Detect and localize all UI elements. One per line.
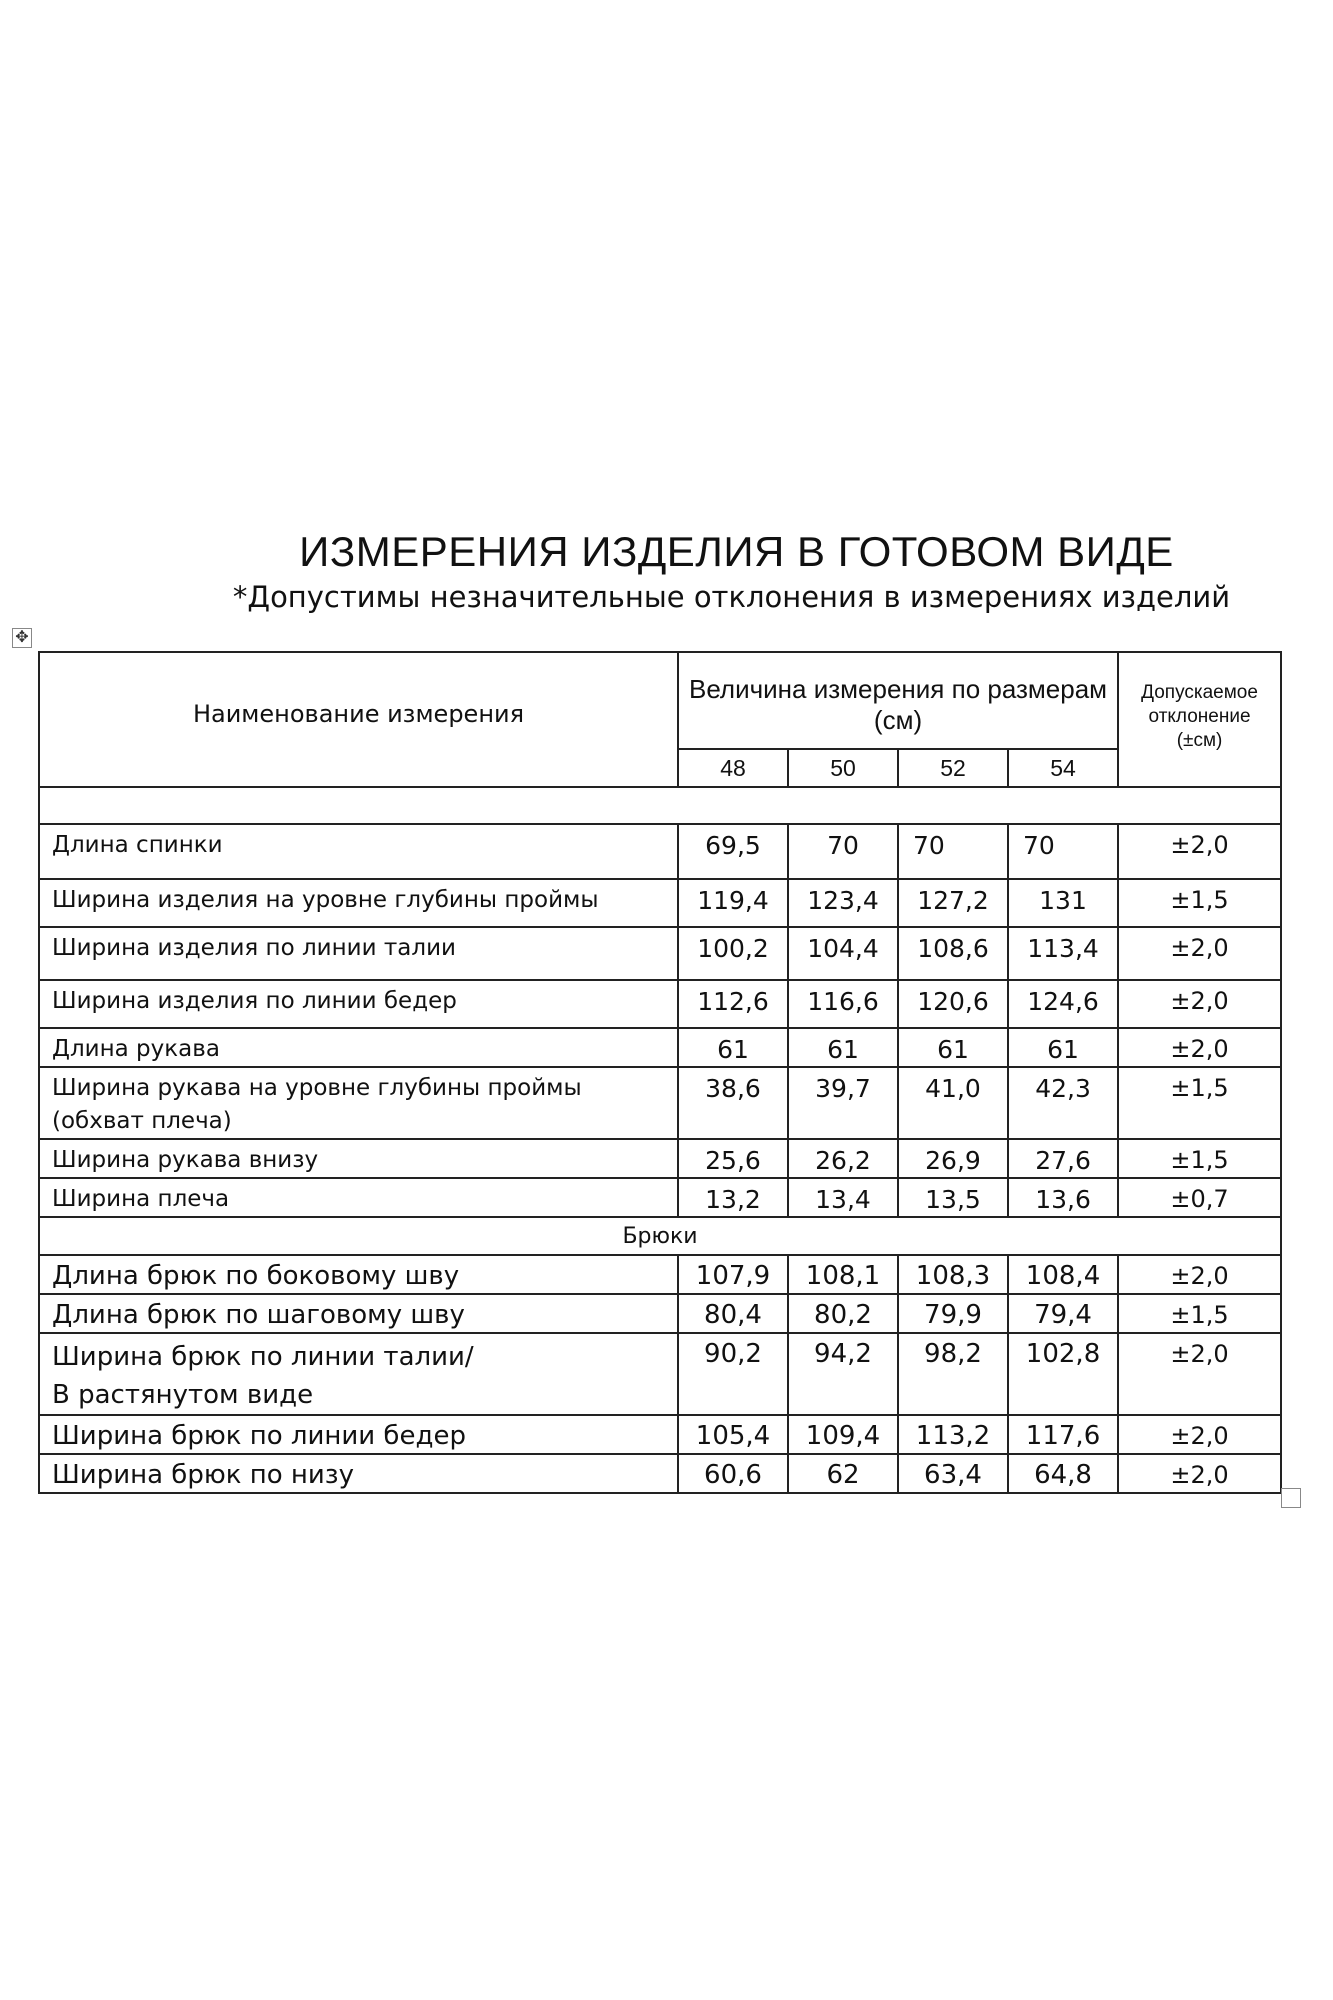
- size-50: 50: [788, 749, 898, 787]
- row-value: 27,6: [1008, 1139, 1118, 1178]
- row-tolerance: ±1,5: [1118, 1294, 1281, 1333]
- size-48: 48: [678, 749, 788, 787]
- empty-spacer-row: [39, 787, 1281, 824]
- header-size-group: Величина измерения по размерам (см): [678, 652, 1118, 749]
- table-move-handle-icon[interactable]: ✥: [12, 628, 32, 648]
- row-name: Длина брюк по боковому шву: [39, 1255, 678, 1294]
- row-name: Ширина плеча: [39, 1178, 678, 1217]
- row-tolerance: ±1,5: [1118, 1067, 1281, 1139]
- table-row: [39, 980, 1281, 1028]
- row-value: 112,6: [678, 980, 788, 1028]
- row-value: 117,6: [1008, 1415, 1118, 1454]
- table-row: [39, 1139, 1281, 1178]
- row-value: 79,9: [898, 1294, 1008, 1333]
- row-value: 25,6: [678, 1139, 788, 1178]
- row-name: Ширина брюк по низу: [39, 1454, 678, 1493]
- row-value: 13,5: [898, 1178, 1008, 1217]
- row-value: 69,5: [678, 824, 788, 879]
- row-value: 41,0: [898, 1067, 1008, 1139]
- row-value: 119,4: [678, 879, 788, 927]
- table-resize-handle-icon[interactable]: [1281, 1488, 1301, 1508]
- row-value: 108,6: [898, 927, 1008, 980]
- row-value: 123,4: [788, 879, 898, 927]
- row-name: Ширина изделия по линии бедер: [39, 980, 678, 1028]
- row-name-line2: В растянутом виде: [52, 1380, 314, 1410]
- row-value: 61: [898, 1028, 1008, 1067]
- row-tolerance: ±1,5: [1118, 879, 1281, 927]
- row-tolerance: ±2,0: [1118, 824, 1281, 879]
- table-row: [39, 927, 1281, 980]
- row-value: 94,2: [788, 1333, 898, 1415]
- row-value: 80,2: [788, 1294, 898, 1333]
- table-row: [39, 1454, 1281, 1493]
- row-name: Длина спинки: [39, 824, 678, 879]
- row-value: 120,6: [898, 980, 1008, 1028]
- row-tolerance: ±1,5: [1118, 1139, 1281, 1178]
- table-row: [39, 1415, 1281, 1454]
- table-row: [39, 879, 1281, 927]
- row-value: 102,8: [1008, 1333, 1118, 1415]
- row-value: 70: [1008, 824, 1118, 879]
- row-value: 79,4: [1008, 1294, 1118, 1333]
- table-row: [39, 1294, 1281, 1333]
- document-title: ИЗМЕРЕНИЯ ИЗДЕЛИЯ В ГОТОВОМ ВИДЕ: [299, 528, 1174, 575]
- row-value: 116,6: [788, 980, 898, 1028]
- row-value: 42,3: [1008, 1067, 1118, 1139]
- row-value: 13,4: [788, 1178, 898, 1217]
- row-value: 90,2: [678, 1333, 788, 1415]
- row-value: 64,8: [1008, 1454, 1118, 1493]
- row-name: Ширина изделия по линии талии: [39, 927, 678, 980]
- row-value: 70: [898, 824, 1008, 879]
- row-value: 61: [678, 1028, 788, 1067]
- empty-cell: [39, 787, 1281, 824]
- row-value: 104,4: [788, 927, 898, 980]
- header-tolerance: [1118, 652, 1281, 787]
- row-name: Ширина изделия на уровне глубины проймы: [39, 879, 678, 927]
- row-value: 100,2: [678, 927, 788, 980]
- row-value: 26,2: [788, 1139, 898, 1178]
- row-value: 113,2: [898, 1415, 1008, 1454]
- row-value: 60,6: [678, 1454, 788, 1493]
- measurements-table: [38, 651, 1282, 1494]
- row-tolerance: ±2,0: [1118, 1454, 1281, 1493]
- row-value: 62: [788, 1454, 898, 1493]
- row-name: Длина рукава: [39, 1028, 678, 1067]
- row-name: Ширина брюк по линии бедер: [39, 1415, 678, 1454]
- row-tolerance: ±2,0: [1118, 1255, 1281, 1294]
- header-measurement-name: Наименование измерения: [39, 652, 678, 787]
- row-name: [39, 1333, 678, 1415]
- row-value: 124,6: [1008, 980, 1118, 1028]
- row-value: 127,2: [898, 879, 1008, 927]
- table-row: [39, 1255, 1281, 1294]
- table-row: [39, 1028, 1281, 1067]
- row-value: 113,4: [1008, 927, 1118, 980]
- row-tolerance: ±2,0: [1118, 980, 1281, 1028]
- row-value: 70: [788, 824, 898, 879]
- table-row: [39, 824, 1281, 879]
- table-header-row: [39, 652, 1281, 749]
- section-row: [39, 1217, 1281, 1255]
- row-value: 105,4: [678, 1415, 788, 1454]
- row-tolerance: ±0,7: [1118, 1178, 1281, 1217]
- row-name-line2: (обхват плеча): [52, 1108, 232, 1134]
- row-name-line1: Ширина рукава на уровне глубины проймы: [52, 1075, 582, 1101]
- table-row: [39, 1333, 1281, 1415]
- row-name-line1: Ширина брюк по линии талии/: [52, 1342, 474, 1372]
- table-row: [39, 1178, 1281, 1217]
- row-name: [39, 1067, 678, 1139]
- row-tolerance: ±2,0: [1118, 1415, 1281, 1454]
- row-name: Ширина рукава внизу: [39, 1139, 678, 1178]
- size-52: 52: [898, 749, 1008, 787]
- row-name: Длина брюк по шаговому шву: [39, 1294, 678, 1333]
- row-value: 26,9: [898, 1139, 1008, 1178]
- table-row: [39, 1067, 1281, 1139]
- row-value: 109,4: [788, 1415, 898, 1454]
- size-54: 54: [1008, 749, 1118, 787]
- row-value: 61: [1008, 1028, 1118, 1067]
- section-label-trousers: Брюки: [39, 1217, 1281, 1255]
- row-value: 13,2: [678, 1178, 788, 1217]
- row-value: 108,3: [898, 1255, 1008, 1294]
- row-value: 107,9: [678, 1255, 788, 1294]
- row-value: 108,1: [788, 1255, 898, 1294]
- row-value: 61: [788, 1028, 898, 1067]
- row-tolerance: ±2,0: [1118, 1028, 1281, 1067]
- header-tolerance-line2: отклонение: [1148, 706, 1251, 727]
- document-subtitle: *Допустимы незначительные отклонения в измерениях изделий: [232, 580, 1231, 614]
- header-tolerance-line1: Допускаемое: [1141, 682, 1258, 703]
- row-value: 80,4: [678, 1294, 788, 1333]
- header-tolerance-line3: (±см): [1176, 730, 1223, 751]
- row-value: 108,4: [1008, 1255, 1118, 1294]
- row-value: 39,7: [788, 1067, 898, 1139]
- row-value: 63,4: [898, 1454, 1008, 1493]
- row-value: 38,6: [678, 1067, 788, 1139]
- row-value: 131: [1008, 879, 1118, 927]
- row-value: 13,6: [1008, 1178, 1118, 1217]
- row-tolerance: ±2,0: [1118, 1333, 1281, 1415]
- row-tolerance: ±2,0: [1118, 927, 1281, 980]
- row-value: 98,2: [898, 1333, 1008, 1415]
